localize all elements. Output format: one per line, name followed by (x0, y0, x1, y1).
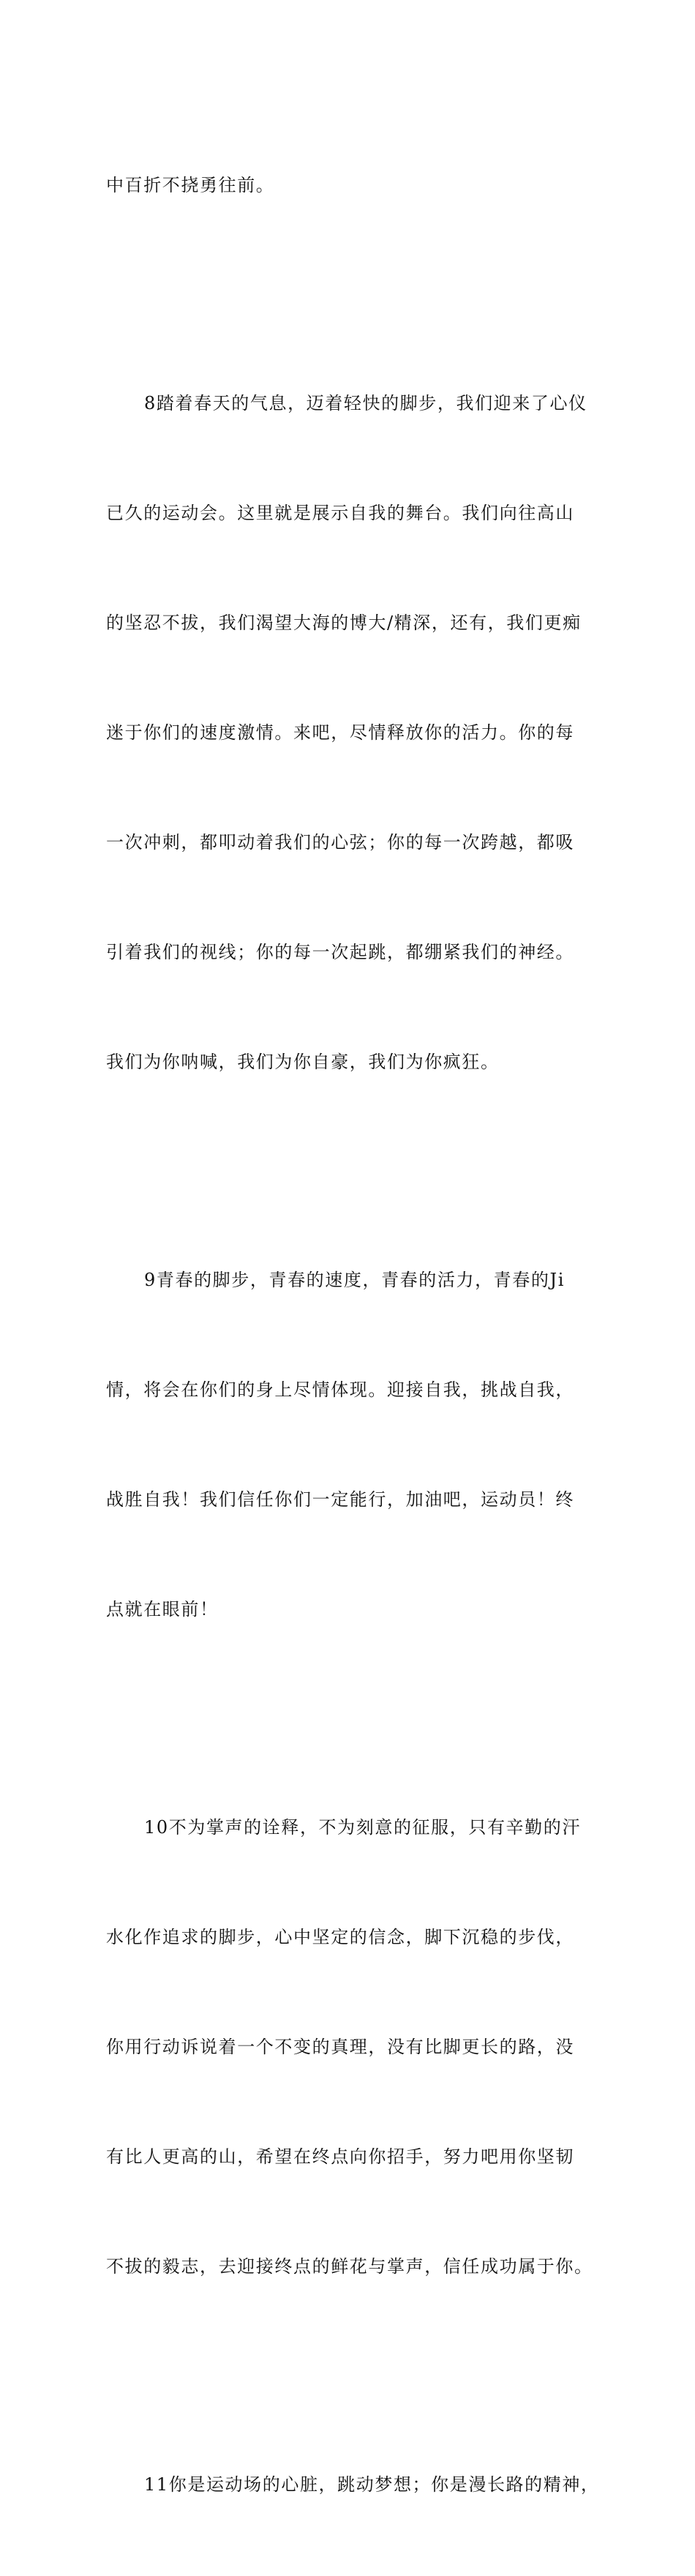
text-line: 一次冲刺，都叩动着我们的心弦；你的每一次跨越，都吸 (106, 832, 574, 853)
text-line: 8踏着春天的气息，迈着轻快的脚步，我们迎来了心仪 (144, 393, 587, 413)
text-line: 中百折不挠勇往前。 (106, 175, 275, 195)
text-line: 水化作追求的脚步，心中坚定的信念，脚下沉稳的步伐， (106, 1927, 574, 1947)
text-line: 引着我们的视线；你的每一次起跳，都绷紧我们的神经。 (106, 942, 574, 962)
text-line: 10不为掌声的诠释，不为刻意的征服，只有辛勤的汗 (144, 1817, 581, 1838)
text-line: 我们为你呐喊，我们为你自豪，我们为你疯狂。 (106, 1052, 500, 1072)
paragraph-10 (106, 1736, 593, 2358)
paragraph-8 (106, 312, 593, 1153)
paragraph-continuation (106, 94, 593, 277)
text-line: 不拔的毅志，去迎接终点的鲜花与掌声，信任成功属于你。 (106, 2256, 593, 2277)
text-line: 你用行动诉说着一个不变的真理，没有比脚更长的路，没 (106, 2037, 574, 2057)
text-line: 有比人更高的山，希望在终点向你招手，努力吧用你坚韧 (106, 2146, 574, 2167)
text-line: 已久的运动会。这里就是展示自我的舞台。我们向往高山 (106, 503, 574, 523)
text-line: 的坚忍不拔，我们渴望大海的博大/精深，还有，我们更痴 (106, 613, 582, 633)
text-line: 迷于你们的速度激情。来吧，尽情释放你的活力。你的每 (106, 722, 574, 743)
document-body (106, 94, 600, 2576)
text-line: 9青春的脚步，青春的速度，青春的活力，青春的Ji (144, 1270, 565, 1290)
text-line: 战胜自我！我们信任你们一定能行，加油吧，运动员！终 (106, 1489, 574, 1510)
text-line: 11你是运动场的心脏，跳动梦想；你是漫长路的精神， (144, 2474, 600, 2495)
text-line: 点就在眼前！ (106, 1599, 219, 1620)
text-line: 情，将会在你们的身上尽情体现。迎接自我，挑战自我， (106, 1379, 574, 1400)
paragraph-11 (106, 2393, 600, 2576)
paragraph-9 (106, 1188, 593, 1701)
